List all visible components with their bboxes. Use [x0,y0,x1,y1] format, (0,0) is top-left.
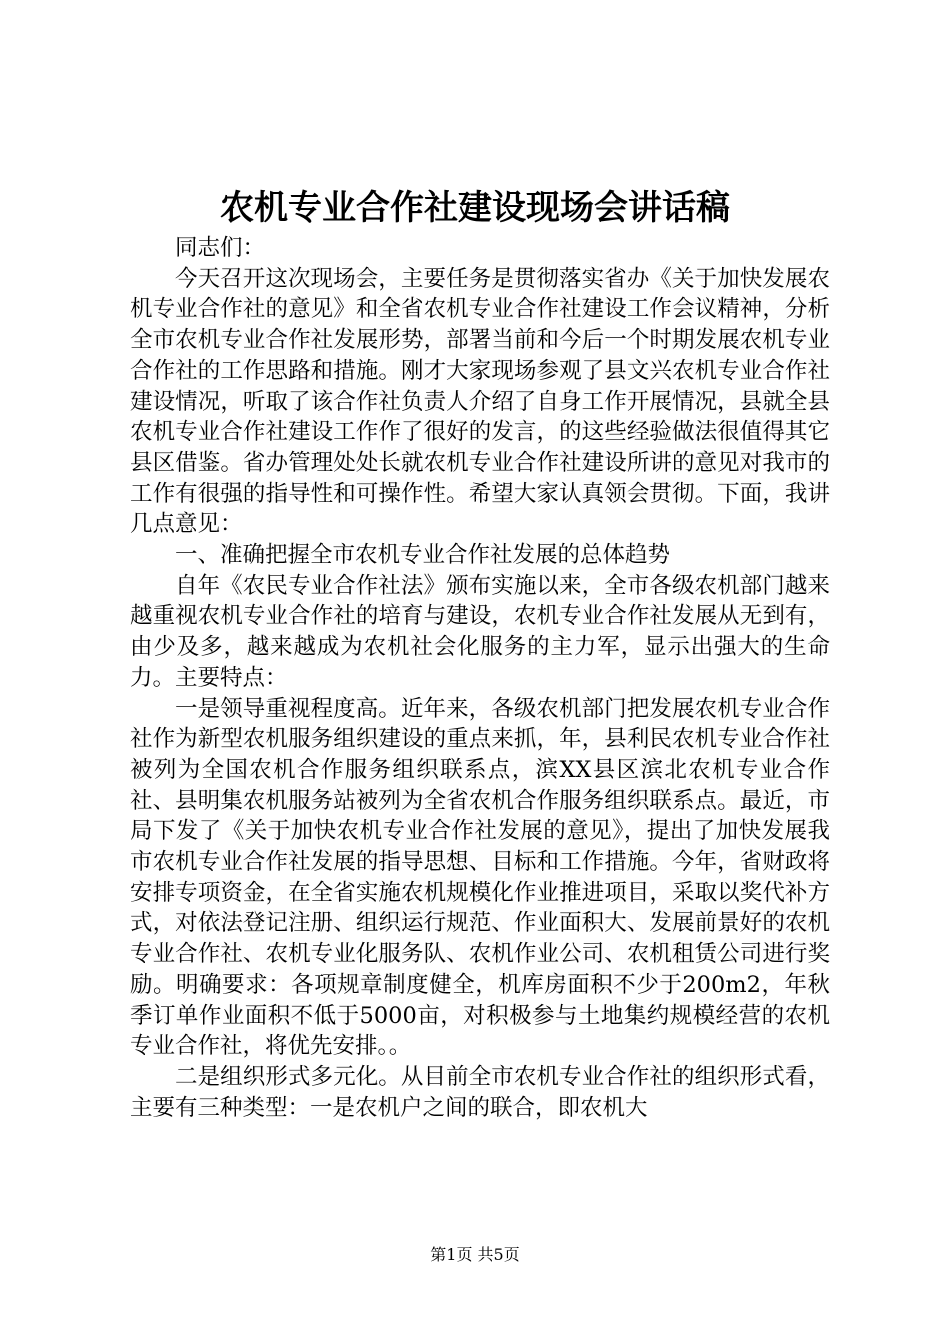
document-title: 农机专业合作社建设现场会讲话稿 [220,188,730,228]
body-paragraph: 一是领导重视程度高。近年来，各级农机部门把发展农机专业合作社作为新型农机服务组织建设的重点来抓，年，县利民农机专业合作社被列为全国农机合作服务组织联系点，滨XX县区滨北农机专业合作社、县明集农机服务站被列为全省农机合作服务组织联系点。最近，市局下发了《关于加快农机专业合作社发展的意见》，提出了加快发展我市农机专业合作社发展的指导思想、目标和工作措施。今年，省财政将安排专项资金，在全省实施农机规模化作业推进项目，采取以奖代补方式，对依法登记注册、组织运行规范、作业面积大、发展前景好的农机专业合作社、农机专业化服务队、农机作业公司、农机租赁公司进行奖励。明确要求：各项规章制度健全，机库房面积不少于200m2，年秋季订单作业面积不低于5000亩，对积极参与土地集约规模经营的农机专业合作社，将优先安排。。 [130,695,830,1060]
body-paragraph: 自年《农民专业合作社法》颁布实施以来，全市各级农机部门越来越重视农机专业合作社的培育与建设，农机专业合作社发展从无到有，由少及多，越来越成为农机社会化服务的主力军，显示出强大的生命力。主要特点： [130,572,830,691]
document-body [130,233,830,1123]
section-heading: 一、准确把握全市农机专业合作社发展的总体趋势 [175,542,671,569]
body-paragraph: 二是组织形式多元化。从目前全市农机专业合作社的组织形式看，主要有三种类型：一是农机户之间的联合，即农机大 [130,1063,830,1121]
page-footer: 第1页 共5页 [430,1245,520,1264]
intro-paragraph: 今天召开这次现场会，主要任务是贯彻落实省办《关于加快发展农机专业合作社的意见》和全省农机专业合作社建设工作会议精神，分析全市农机专业合作社发展形势，部署当前和今后一个时期发展农机专业合作社的工作思路和措施。刚才大家现场参观了县文兴农机专业合作社建设情况，听取了该合作社负责人介绍了自身工作开展情况，县就全县农机专业合作社建设工作作了很好的发言，的这些经验做法很值得其它县区借鉴。省办管理处处长就农机专业合作社建设所讲的意见对我市的工作有很强的指导性和可操作性。希望大家认真领会贯彻。下面，我讲几点意见： [130,265,830,538]
salutation-paragraph: 同志们： [175,235,266,261]
